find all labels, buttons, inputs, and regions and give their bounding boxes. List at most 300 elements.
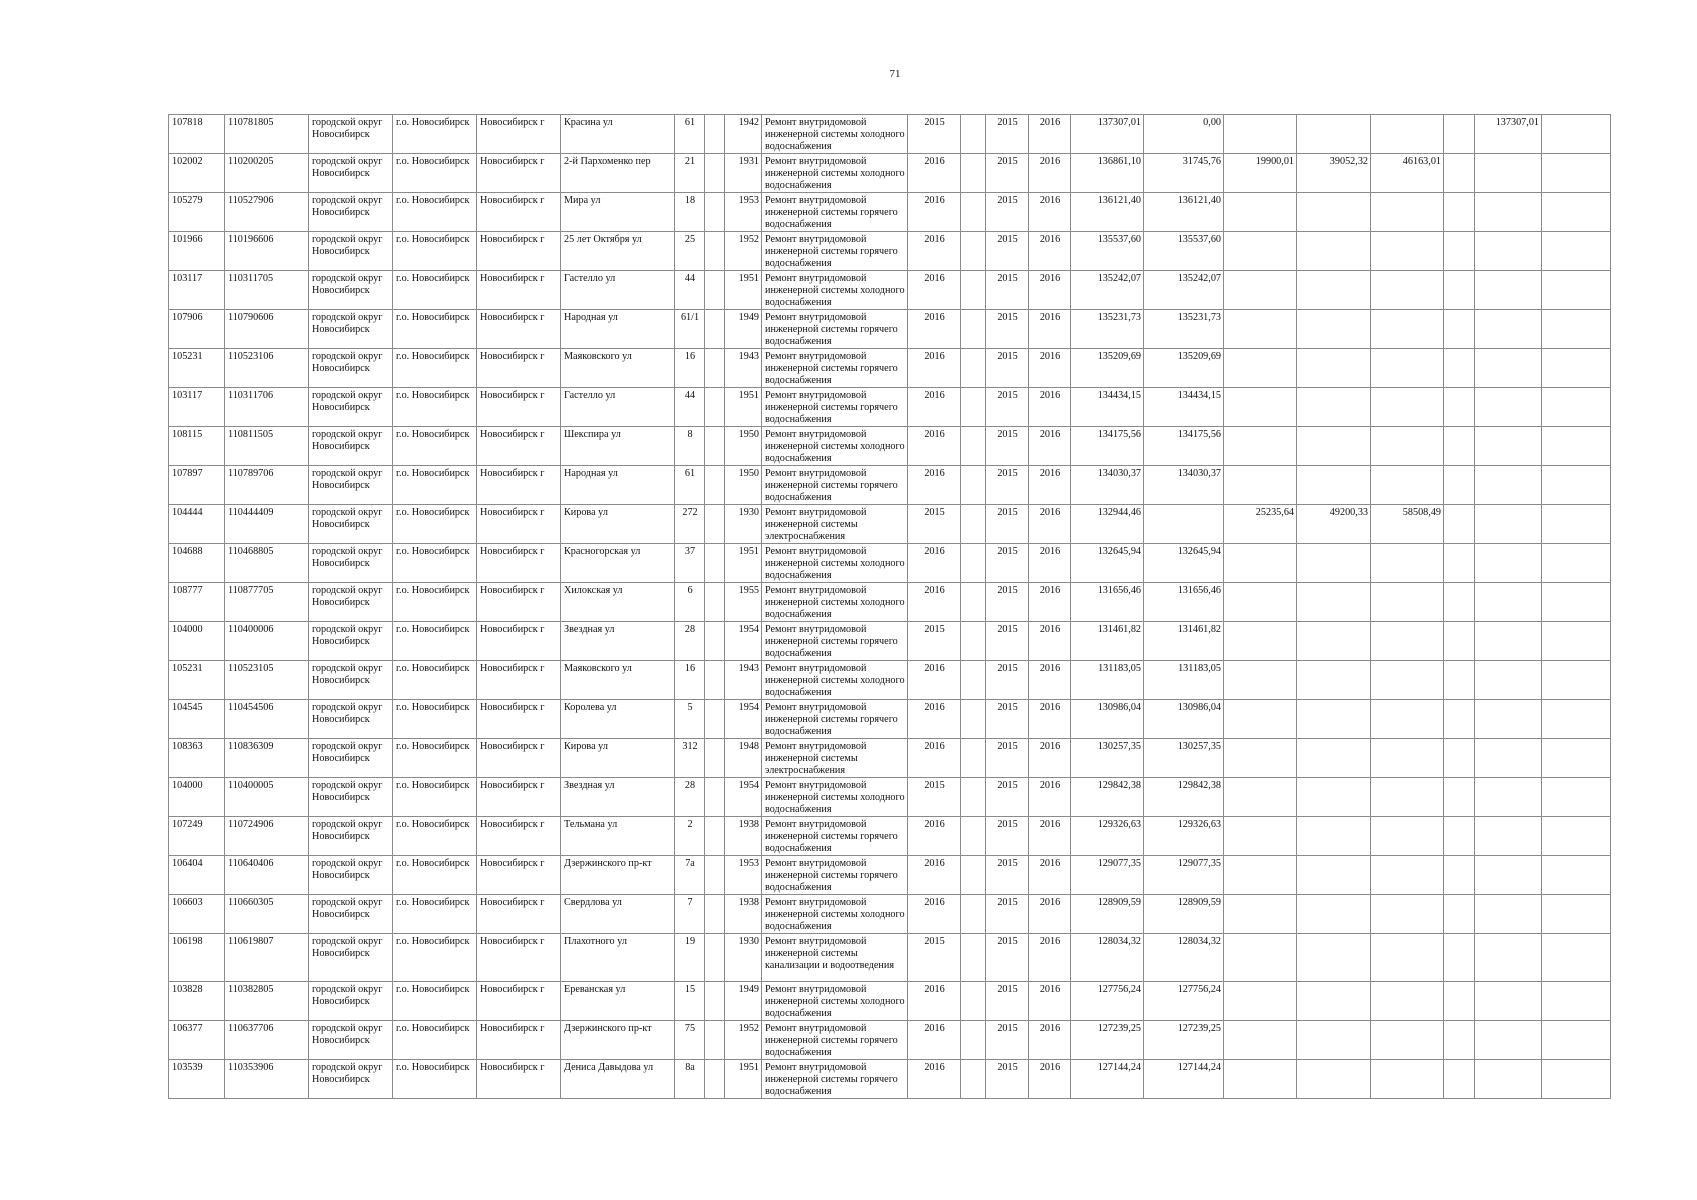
street-cell: Кирова ул [561, 739, 675, 778]
house-number-cell: 28 [675, 778, 705, 817]
build-year-cell: 1954 [725, 778, 762, 817]
house-number-cell: 25 [675, 232, 705, 271]
house-id-cell: 110382805 [225, 982, 309, 1021]
table-row [169, 271, 1611, 310]
city-cell: Новосибирск г [477, 778, 561, 817]
house-number-cell: 2 [675, 817, 705, 856]
municipality-cell: городской округ Новосибирск [309, 982, 393, 1021]
empty-cell [705, 544, 725, 583]
city-cell: Новосибирск г [477, 739, 561, 778]
house-number-cell: 28 [675, 622, 705, 661]
code-cell: 106603 [169, 895, 225, 934]
local-funds-cell [1371, 661, 1444, 700]
regional-funds-cell [1297, 700, 1371, 739]
start-year-cell: 2015 [986, 271, 1029, 310]
empty-cell [961, 271, 986, 310]
empty-cell [1542, 622, 1611, 661]
street-cell: Дениса Давыдова ул [561, 1060, 675, 1099]
regional-funds-cell: 39052,32 [1297, 154, 1371, 193]
work-type-cell: Ремонт внутридомовой инженерной системы горячего водоснабжения [762, 1060, 908, 1099]
table-row [169, 310, 1611, 349]
house-number-cell: 16 [675, 661, 705, 700]
street-cell: Народная ул [561, 466, 675, 505]
start-year-cell: 2015 [986, 193, 1029, 232]
federal-funds-cell [1224, 1060, 1297, 1099]
empty-cell [705, 1021, 725, 1060]
empty-cell [705, 271, 725, 310]
code-cell: 103828 [169, 982, 225, 1021]
empty-cell [961, 193, 986, 232]
build-year-cell: 1952 [725, 232, 762, 271]
regional-funds-cell [1297, 778, 1371, 817]
house-id-cell: 110400006 [225, 622, 309, 661]
empty-cell [961, 856, 986, 895]
empty-cell [961, 1021, 986, 1060]
code-cell: 108115 [169, 427, 225, 466]
house-number-cell: 61 [675, 115, 705, 154]
city-cell: Новосибирск г [477, 505, 561, 544]
owner-funds-cell: 137307,01 [1475, 115, 1542, 154]
empty-cell [1444, 934, 1475, 982]
build-year-cell: 1954 [725, 700, 762, 739]
local-funds-cell [1371, 349, 1444, 388]
municipality-cell: городской округ Новосибирск [309, 817, 393, 856]
start-year-cell: 2015 [986, 856, 1029, 895]
city-cell: Новосибирск г [477, 1021, 561, 1060]
total-cost-cell: 129842,38 [1071, 778, 1144, 817]
total-cost-cell: 127756,24 [1071, 982, 1144, 1021]
empty-cell [1542, 895, 1611, 934]
house-id-cell: 110660305 [225, 895, 309, 934]
total-cost-cell: 135537,60 [1071, 232, 1144, 271]
owner-funds-cell [1475, 193, 1542, 232]
code-cell: 107906 [169, 310, 225, 349]
build-year-cell: 1949 [725, 982, 762, 1021]
fund-cost-cell: 127756,24 [1144, 982, 1224, 1021]
table-row [169, 895, 1611, 934]
house-id-cell: 110468805 [225, 544, 309, 583]
empty-cell [1444, 856, 1475, 895]
end-year-cell: 2016 [1029, 661, 1071, 700]
empty-cell [1542, 505, 1611, 544]
start-year-cell: 2015 [986, 1060, 1029, 1099]
regional-funds-cell [1297, 583, 1371, 622]
street-cell: Народная ул [561, 310, 675, 349]
empty-cell [1444, 1060, 1475, 1099]
city-cell: Новосибирск г [477, 1060, 561, 1099]
total-cost-cell: 132944,46 [1071, 505, 1144, 544]
empty-cell [1542, 1060, 1611, 1099]
house-id-cell: 110523105 [225, 661, 309, 700]
federal-funds-cell [1224, 622, 1297, 661]
municipality-cell: городской округ Новосибирск [309, 895, 393, 934]
regional-funds-cell [1297, 622, 1371, 661]
empty-cell [1542, 661, 1611, 700]
fund-cost-cell: 128909,59 [1144, 895, 1224, 934]
empty-cell [961, 1060, 986, 1099]
total-cost-cell: 128909,59 [1071, 895, 1144, 934]
federal-funds-cell [1224, 895, 1297, 934]
federal-funds-cell [1224, 115, 1297, 154]
house-id-cell: 110400005 [225, 778, 309, 817]
end-year-cell: 2016 [1029, 310, 1071, 349]
code-cell: 107249 [169, 817, 225, 856]
city-cell: Новосибирск г [477, 700, 561, 739]
build-year-cell: 1931 [725, 154, 762, 193]
code-cell: 104545 [169, 700, 225, 739]
empty-cell [961, 427, 986, 466]
regional-funds-cell [1297, 1021, 1371, 1060]
work-type-cell: Ремонт внутридомовой инженерной системы горячего водоснабжения [762, 388, 908, 427]
house-number-cell: 37 [675, 544, 705, 583]
end-year-cell: 2016 [1029, 622, 1071, 661]
empty-cell [961, 232, 986, 271]
empty-cell [1444, 466, 1475, 505]
plan-year-cell: 2015 [908, 622, 961, 661]
total-cost-cell: 130257,35 [1071, 739, 1144, 778]
house-id-cell: 110637706 [225, 1021, 309, 1060]
street-cell: 25 лет Октября ул [561, 232, 675, 271]
total-cost-cell: 134030,37 [1071, 466, 1144, 505]
regional-funds-cell [1297, 466, 1371, 505]
district-cell: г.о. Новосибирск [393, 778, 477, 817]
table-row [169, 427, 1611, 466]
house-number-cell: 61 [675, 466, 705, 505]
owner-funds-cell [1475, 349, 1542, 388]
code-cell: 107897 [169, 466, 225, 505]
plan-year-cell: 2016 [908, 349, 961, 388]
empty-cell [705, 583, 725, 622]
empty-cell [705, 232, 725, 271]
empty-cell [705, 310, 725, 349]
house-id-cell: 110311706 [225, 388, 309, 427]
plan-year-cell: 2016 [908, 271, 961, 310]
total-cost-cell: 136121,40 [1071, 193, 1144, 232]
work-type-cell: Ремонт внутридомовой инженерной системы холодного водоснабжения [762, 154, 908, 193]
empty-cell [1444, 661, 1475, 700]
district-cell: г.о. Новосибирск [393, 349, 477, 388]
empty-cell [1542, 271, 1611, 310]
municipality-cell: городской округ Новосибирск [309, 583, 393, 622]
house-id-cell: 110527906 [225, 193, 309, 232]
code-cell: 105279 [169, 193, 225, 232]
total-cost-cell: 129077,35 [1071, 856, 1144, 895]
empty-cell [1444, 154, 1475, 193]
municipality-cell: городской округ Новосибирск [309, 427, 393, 466]
empty-cell [1542, 388, 1611, 427]
end-year-cell: 2016 [1029, 1021, 1071, 1060]
table-row [169, 388, 1611, 427]
code-cell: 104688 [169, 544, 225, 583]
end-year-cell: 2016 [1029, 934, 1071, 982]
local-funds-cell [1371, 544, 1444, 583]
table-row [169, 544, 1611, 583]
empty-cell [1444, 232, 1475, 271]
plan-year-cell: 2015 [908, 505, 961, 544]
empty-cell [1444, 583, 1475, 622]
table-row [169, 856, 1611, 895]
house-id-cell: 110724906 [225, 817, 309, 856]
street-cell: Маяковского ул [561, 349, 675, 388]
house-id-cell: 110523106 [225, 349, 309, 388]
start-year-cell: 2015 [986, 739, 1029, 778]
empty-cell [961, 388, 986, 427]
street-cell: Дзержинского пр-кт [561, 1021, 675, 1060]
table-row [169, 1021, 1611, 1060]
empty-cell [705, 1060, 725, 1099]
plan-year-cell: 2016 [908, 856, 961, 895]
total-cost-cell: 137307,01 [1071, 115, 1144, 154]
federal-funds-cell [1224, 388, 1297, 427]
start-year-cell: 2015 [986, 661, 1029, 700]
start-year-cell: 2015 [986, 700, 1029, 739]
city-cell: Новосибирск г [477, 154, 561, 193]
fund-cost-cell [1144, 505, 1224, 544]
code-cell: 106377 [169, 1021, 225, 1060]
total-cost-cell: 135231,73 [1071, 310, 1144, 349]
district-cell: г.о. Новосибирск [393, 193, 477, 232]
local-funds-cell [1371, 982, 1444, 1021]
empty-cell [1542, 115, 1611, 154]
code-cell: 104444 [169, 505, 225, 544]
city-cell: Новосибирск г [477, 544, 561, 583]
work-type-cell: Ремонт внутридомовой инженерной системы горячего водоснабжения [762, 466, 908, 505]
work-type-cell: Ремонт внутридомовой инженерной системы горячего водоснабжения [762, 856, 908, 895]
federal-funds-cell [1224, 739, 1297, 778]
empty-cell [961, 310, 986, 349]
regional-funds-cell [1297, 388, 1371, 427]
work-type-cell: Ремонт внутридомовой инженерной системы холодного водоснабжения [762, 778, 908, 817]
total-cost-cell: 136861,10 [1071, 154, 1144, 193]
owner-funds-cell [1475, 583, 1542, 622]
empty-cell [705, 466, 725, 505]
street-cell: Шекспира ул [561, 427, 675, 466]
plan-year-cell: 2016 [908, 583, 961, 622]
municipality-cell: городской округ Новосибирск [309, 505, 393, 544]
table-row [169, 583, 1611, 622]
municipality-cell: городской округ Новосибирск [309, 115, 393, 154]
house-number-cell: 6 [675, 583, 705, 622]
fund-cost-cell: 135537,60 [1144, 232, 1224, 271]
empty-cell [1444, 115, 1475, 154]
end-year-cell: 2016 [1029, 154, 1071, 193]
fund-cost-cell: 135242,07 [1144, 271, 1224, 310]
municipality-cell: городской округ Новосибирск [309, 856, 393, 895]
city-cell: Новосибирск г [477, 310, 561, 349]
empty-cell [1542, 349, 1611, 388]
local-funds-cell: 58508,49 [1371, 505, 1444, 544]
end-year-cell: 2016 [1029, 856, 1071, 895]
house-number-cell: 272 [675, 505, 705, 544]
table-row [169, 739, 1611, 778]
city-cell: Новосибирск г [477, 349, 561, 388]
district-cell: г.о. Новосибирск [393, 583, 477, 622]
local-funds-cell [1371, 193, 1444, 232]
regional-funds-cell [1297, 739, 1371, 778]
owner-funds-cell [1475, 427, 1542, 466]
house-id-cell: 110444409 [225, 505, 309, 544]
regional-funds-cell [1297, 895, 1371, 934]
table-row [169, 232, 1611, 271]
regional-funds-cell [1297, 661, 1371, 700]
total-cost-cell: 132645,94 [1071, 544, 1144, 583]
district-cell: г.о. Новосибирск [393, 817, 477, 856]
regional-funds-cell: 49200,33 [1297, 505, 1371, 544]
code-cell: 103539 [169, 1060, 225, 1099]
total-cost-cell: 135209,69 [1071, 349, 1144, 388]
house-number-cell: 5 [675, 700, 705, 739]
local-funds-cell [1371, 583, 1444, 622]
district-cell: г.о. Новосибирск [393, 232, 477, 271]
federal-funds-cell [1224, 856, 1297, 895]
start-year-cell: 2015 [986, 544, 1029, 583]
work-type-cell: Ремонт внутридомовой инженерной системы горячего водоснабжения [762, 700, 908, 739]
owner-funds-cell [1475, 934, 1542, 982]
table-row [169, 700, 1611, 739]
total-cost-cell: 131656,46 [1071, 583, 1144, 622]
code-cell: 103117 [169, 271, 225, 310]
end-year-cell: 2016 [1029, 982, 1071, 1021]
empty-cell [705, 349, 725, 388]
district-cell: г.о. Новосибирск [393, 856, 477, 895]
empty-cell [961, 778, 986, 817]
empty-cell [705, 388, 725, 427]
empty-cell [961, 622, 986, 661]
district-cell: г.о. Новосибирск [393, 1021, 477, 1060]
start-year-cell: 2015 [986, 622, 1029, 661]
code-cell: 105231 [169, 349, 225, 388]
plan-year-cell: 2016 [908, 466, 961, 505]
district-cell: г.о. Новосибирск [393, 427, 477, 466]
house-id-cell: 110781805 [225, 115, 309, 154]
empty-cell [705, 817, 725, 856]
federal-funds-cell [1224, 583, 1297, 622]
street-cell: Свердлова ул [561, 895, 675, 934]
start-year-cell: 2015 [986, 232, 1029, 271]
plan-year-cell: 2016 [908, 544, 961, 583]
empty-cell [705, 193, 725, 232]
build-year-cell: 1948 [725, 739, 762, 778]
build-year-cell: 1930 [725, 505, 762, 544]
plan-year-cell: 2016 [908, 232, 961, 271]
build-year-cell: 1951 [725, 271, 762, 310]
plan-year-cell: 2016 [908, 1021, 961, 1060]
local-funds-cell [1371, 934, 1444, 982]
total-cost-cell: 128034,32 [1071, 934, 1144, 982]
house-number-cell: 8 [675, 427, 705, 466]
plan-year-cell: 2015 [908, 778, 961, 817]
work-type-cell: Ремонт внутридомовой инженерной системы холодного водоснабжения [762, 895, 908, 934]
work-type-cell: Ремонт внутридомовой инженерной системы холодного водоснабжения [762, 544, 908, 583]
empty-cell [705, 739, 725, 778]
plan-year-cell: 2016 [908, 427, 961, 466]
street-cell: Мира ул [561, 193, 675, 232]
end-year-cell: 2016 [1029, 193, 1071, 232]
local-funds-cell [1371, 856, 1444, 895]
district-cell: г.о. Новосибирск [393, 895, 477, 934]
table-row [169, 505, 1611, 544]
work-type-cell: Ремонт внутридомовой инженерной системы горячего водоснабжения [762, 817, 908, 856]
regional-funds-cell [1297, 427, 1371, 466]
empty-cell [1444, 544, 1475, 583]
fund-cost-cell: 134434,15 [1144, 388, 1224, 427]
build-year-cell: 1943 [725, 661, 762, 700]
local-funds-cell [1371, 232, 1444, 271]
house-number-cell: 21 [675, 154, 705, 193]
empty-cell [1542, 466, 1611, 505]
table-row [169, 982, 1611, 1021]
code-cell: 106198 [169, 934, 225, 982]
empty-cell [1444, 349, 1475, 388]
federal-funds-cell [1224, 271, 1297, 310]
house-id-cell: 110311705 [225, 271, 309, 310]
empty-cell [1542, 310, 1611, 349]
plan-year-cell: 2016 [908, 193, 961, 232]
plan-year-cell: 2016 [908, 895, 961, 934]
fund-cost-cell: 131461,82 [1144, 622, 1224, 661]
empty-cell [1542, 583, 1611, 622]
build-year-cell: 1951 [725, 388, 762, 427]
regional-funds-cell [1297, 856, 1371, 895]
empty-cell [1542, 817, 1611, 856]
plan-year-cell: 2016 [908, 310, 961, 349]
regional-funds-cell [1297, 982, 1371, 1021]
owner-funds-cell [1475, 1060, 1542, 1099]
owner-funds-cell [1475, 271, 1542, 310]
house-number-cell: 75 [675, 1021, 705, 1060]
fund-cost-cell: 129326,63 [1144, 817, 1224, 856]
fund-cost-cell: 131656,46 [1144, 583, 1224, 622]
code-cell: 107818 [169, 115, 225, 154]
end-year-cell: 2016 [1029, 817, 1071, 856]
build-year-cell: 1953 [725, 856, 762, 895]
municipality-cell: городской округ Новосибирск [309, 1021, 393, 1060]
total-cost-cell: 129326,63 [1071, 817, 1144, 856]
municipality-cell: городской округ Новосибирск [309, 544, 393, 583]
code-cell: 101966 [169, 232, 225, 271]
city-cell: Новосибирск г [477, 661, 561, 700]
work-type-cell: Ремонт внутридомовой инженерной системы холодного водоснабжения [762, 115, 908, 154]
table-row [169, 349, 1611, 388]
start-year-cell: 2015 [986, 154, 1029, 193]
start-year-cell: 2015 [986, 1021, 1029, 1060]
city-cell: Новосибирск г [477, 622, 561, 661]
plan-year-cell: 2016 [908, 739, 961, 778]
work-type-cell: Ремонт внутридомовой инженерной системы горячего водоснабжения [762, 622, 908, 661]
empty-cell [1444, 622, 1475, 661]
empty-cell [705, 856, 725, 895]
owner-funds-cell [1475, 154, 1542, 193]
federal-funds-cell [1224, 817, 1297, 856]
fund-cost-cell: 128034,32 [1144, 934, 1224, 982]
end-year-cell: 2016 [1029, 232, 1071, 271]
table-row [169, 817, 1611, 856]
street-cell: Звездная ул [561, 778, 675, 817]
owner-funds-cell [1475, 856, 1542, 895]
empty-cell [705, 115, 725, 154]
work-type-cell: Ремонт внутридомовой инженерной системы горячего водоснабжения [762, 232, 908, 271]
empty-cell [1542, 1021, 1611, 1060]
regional-funds-cell [1297, 271, 1371, 310]
city-cell: Новосибирск г [477, 934, 561, 982]
regional-funds-cell [1297, 349, 1371, 388]
federal-funds-cell [1224, 193, 1297, 232]
street-cell: Плахотного ул [561, 934, 675, 982]
local-funds-cell: 46163,01 [1371, 154, 1444, 193]
start-year-cell: 2015 [986, 934, 1029, 982]
build-year-cell: 1950 [725, 466, 762, 505]
plan-year-cell: 2016 [908, 700, 961, 739]
